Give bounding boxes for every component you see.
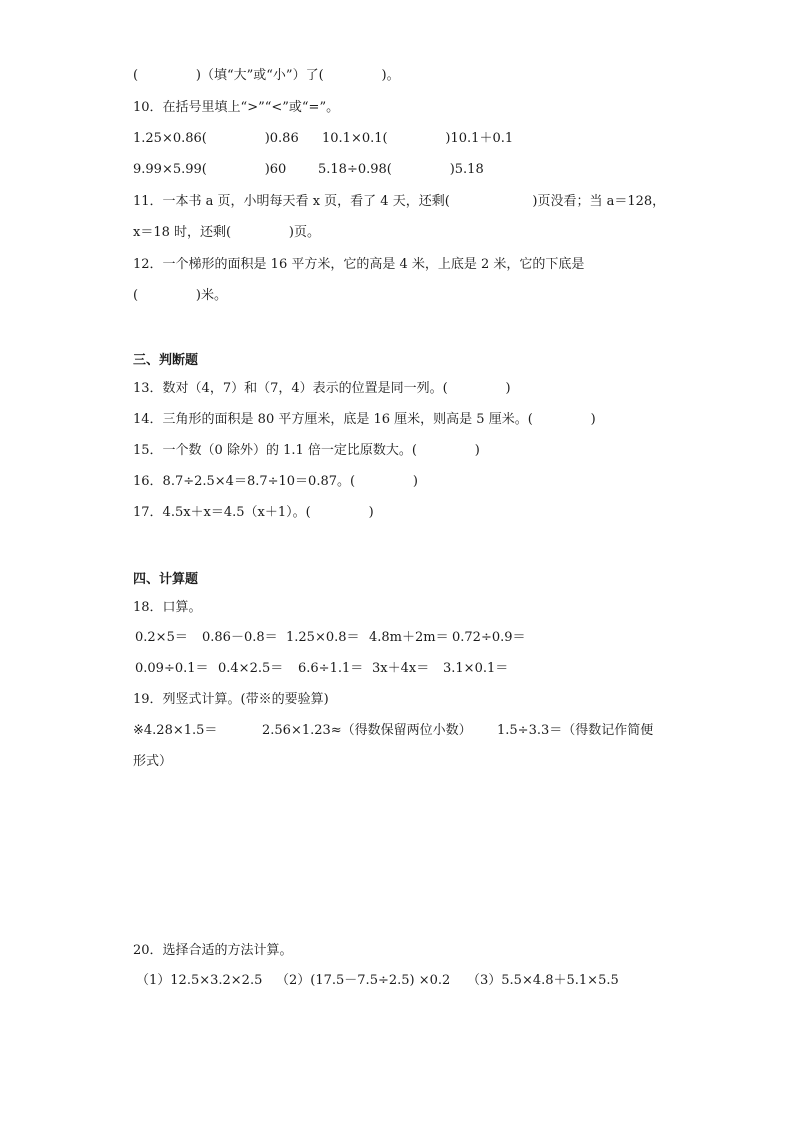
q10-item: 1.25×0.86( )0.86 (133, 131, 299, 146)
section-title: 四、计算题 (133, 572, 199, 587)
judgement-item: 14．三角形的面积是 80 平方厘米，底是 16 厘米，则高是 5 厘米。( ) (133, 412, 596, 427)
smart-calc-item: （2）(17.5－7.5÷2.5) ×0.2 (276, 973, 451, 988)
q10-item: 9.99×5.99( )60 (133, 162, 287, 177)
mental-math-item: 0.4×2.5＝ (218, 661, 284, 676)
mental-math-item: 0.72÷0.9＝ (452, 630, 526, 645)
q10-item: 5.18÷0.98( )5.18 (318, 162, 484, 177)
smart-calc-item: （1）12.5×3.2×2.5 (136, 973, 263, 988)
mental-math-item: 6.6÷1.1＝ (298, 661, 364, 676)
q20-prompt: 20．选择合适的方法计算。 (133, 943, 293, 958)
judgement-item: 13．数对（4，7）和（7，4）表示的位置是同一列。( ) (133, 381, 511, 396)
q9-tail: ( )（填“大”或“小”）了( )。 (133, 68, 400, 83)
q18-prompt: 18．口算。 (133, 600, 202, 615)
mental-math-item: 3.1×0.1＝ (443, 661, 509, 676)
q11-line2: x＝18 时，还剩( )页。 (133, 225, 321, 240)
judgement-item: 16．8.7÷2.5×4＝8.7÷10＝0.87。( ) (133, 474, 418, 489)
vertical-calc-item: 2.56×1.23≈（得数保留两位小数） (262, 723, 472, 738)
mental-math-item: 1.25×0.8＝ (286, 630, 360, 645)
smart-calc-item: （3）5.5×4.8＋5.1×5.5 (467, 973, 619, 988)
mental-math-item: 0.2×5＝ (135, 630, 188, 645)
q12-line2: ( )米。 (133, 288, 227, 303)
vertical-calc-item: ※4.28×1.5＝ (133, 723, 218, 738)
mental-math-item: 4.8m＋2m＝ (369, 630, 449, 645)
mental-math-item: 3x＋4x＝ (372, 661, 430, 676)
mental-math-item: 0.86－0.8＝ (202, 630, 278, 645)
vertical-calc-wrap: 形式） (133, 754, 173, 769)
vertical-calc-item: 1.5÷3.3＝（得数记作简便 (497, 723, 654, 738)
section-title: 三、判断题 (133, 353, 199, 368)
q11-line1: 11．一本书 a 页，小明每天看 x 页，看了 4 天，还剩( )页没看；当 a＝128， (133, 194, 666, 209)
q19-prompt: 19．列竖式计算。(带※的要验算) (133, 692, 329, 707)
q12-line1: 12．一个梯形的面积是 16 平方米，它的高是 4 米，上底是 2 米，它的下底是 (133, 257, 585, 272)
mental-math-item: 0.09÷0.1＝ (135, 661, 209, 676)
q10-prompt: 10．在括号里填上“>”“<”或“=”。 (133, 100, 340, 115)
judgement-item: 15．一个数（0 除外）的 1.1 倍一定比原数大。( ) (133, 443, 480, 458)
judgement-item: 17．4.5x＋x＝4.5（x＋1）。( ) (133, 505, 374, 520)
q10-item: 10.1×0.1( )10.1＋0.1 (322, 131, 514, 146)
